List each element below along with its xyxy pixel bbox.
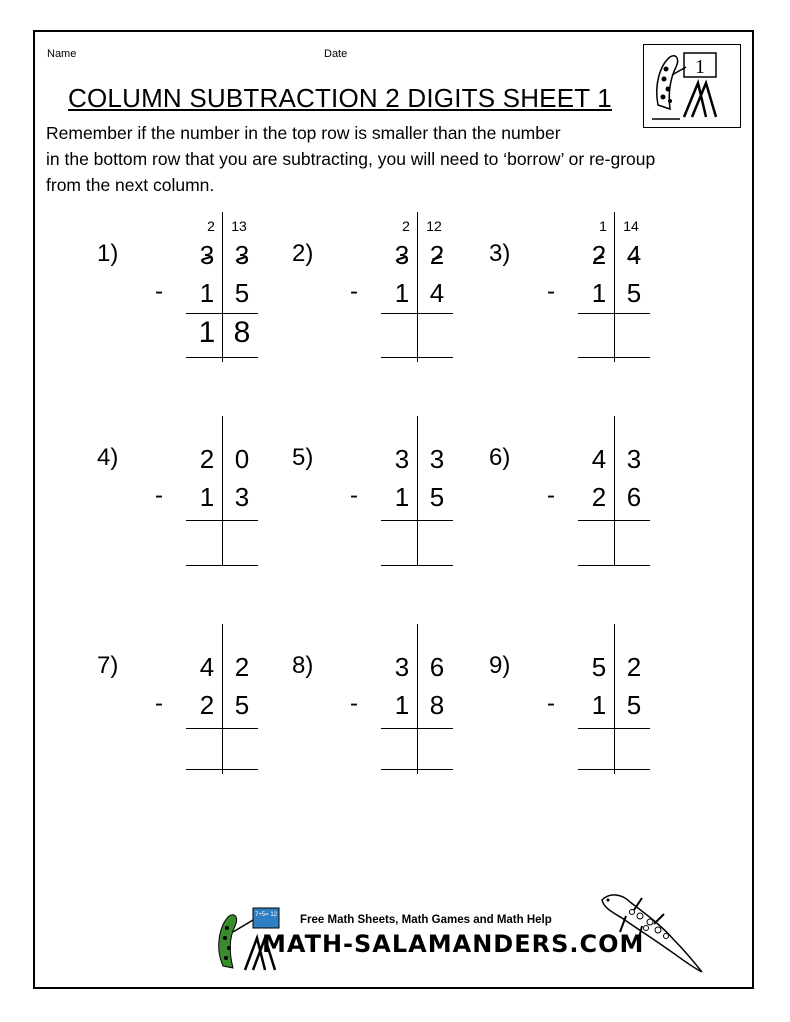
borrow-tens: 2 — [207, 218, 215, 234]
bottom-units-digit: 6 — [626, 482, 642, 512]
minus-sign: - — [350, 278, 358, 305]
top-units-digit: 2 — [234, 652, 250, 682]
borrow-units: 14 — [623, 218, 639, 234]
borrow-tens: 1 — [599, 218, 607, 234]
problem-label: 7) — [97, 652, 119, 679]
column-divider — [417, 624, 418, 774]
column-divider — [614, 416, 615, 566]
column-divider — [222, 212, 223, 362]
column-divider — [614, 212, 615, 362]
problem-1 — [97, 212, 267, 372]
borrow-units: 12 — [426, 218, 442, 234]
problem-label: 8) — [292, 652, 314, 679]
column-divider — [614, 624, 615, 774]
top-units-digit: 6 — [429, 652, 445, 682]
minus-sign: - — [350, 482, 358, 509]
borrow-units: 13 — [231, 218, 247, 234]
top-tens-digit: 3 — [394, 444, 410, 474]
bottom-tens-digit: 1 — [199, 482, 215, 512]
minus-sign: - — [547, 482, 555, 509]
top-tens-digit: 3 — [394, 240, 410, 270]
problem-label: 5) — [292, 444, 314, 471]
problem-7 — [97, 624, 267, 784]
bottom-units-digit: 5 — [626, 690, 642, 720]
top-units-digit: 2 — [626, 652, 642, 682]
bottom-tens-digit: 1 — [394, 278, 410, 308]
minus-sign: - — [155, 482, 163, 509]
bottom-tens-digit: 1 — [199, 278, 215, 308]
worksheet-title: COLUMN SUBTRACTION 2 DIGITS SHEET 1 — [68, 83, 612, 113]
answer-units-digit: 8 — [233, 316, 251, 349]
top-tens-digit: 2 — [591, 240, 607, 270]
bottom-units-digit: 4 — [429, 278, 445, 308]
problem-5 — [292, 416, 462, 576]
bottom-tens-digit: 2 — [591, 482, 607, 512]
problem-label: 2) — [292, 240, 314, 267]
column-divider — [417, 212, 418, 362]
problem-4 — [97, 416, 267, 576]
bottom-units-digit: 3 — [234, 482, 250, 512]
bottom-tens-digit: 1 — [394, 482, 410, 512]
bottom-units-digit: 5 — [429, 482, 445, 512]
minus-sign: - — [547, 690, 555, 717]
top-units-digit: 4 — [626, 240, 642, 270]
bottom-units-digit: 5 — [234, 278, 250, 308]
problem-label: 6) — [489, 444, 511, 471]
problem-label: 9) — [489, 652, 511, 679]
name-label: Name — [47, 48, 77, 60]
sign-text: 7+5= 12 — [254, 912, 278, 918]
footer-tagline: Free Math Sheets, Math Games and Math Help — [300, 914, 552, 926]
top-units-digit: 3 — [429, 444, 445, 474]
column-divider — [417, 416, 418, 566]
top-tens-digit: 3 — [199, 240, 215, 270]
bottom-units-digit: 5 — [626, 278, 642, 308]
instruction-line: in the bottom row that you are subtracting, you will need to ‘borrow’ or re-group — [46, 149, 656, 169]
answer-tens-digit: 1 — [198, 316, 216, 349]
bottom-tens-digit: 2 — [199, 690, 215, 720]
top-tens-digit: 2 — [199, 444, 215, 474]
bottom-units-digit: 8 — [429, 690, 445, 720]
instruction-line: Remember if the number in the top row is smaller than the number — [46, 123, 561, 143]
date-label: Date — [324, 48, 348, 60]
problem-label: 4) — [97, 444, 119, 471]
problem-8 — [292, 624, 462, 784]
minus-sign: - — [350, 690, 358, 717]
top-units-digit: 0 — [234, 444, 250, 474]
footer-brand: MATH-SALAMANDERS.COM — [262, 930, 645, 958]
problem-9 — [489, 624, 659, 784]
top-tens-digit: 4 — [199, 652, 215, 682]
top-units-digit: 2 — [429, 240, 445, 270]
top-tens-digit: 5 — [591, 652, 607, 682]
problem-label: 3) — [489, 240, 511, 267]
salamander-icon — [596, 888, 706, 978]
problem-2 — [292, 212, 462, 372]
problem-6 — [489, 416, 659, 576]
problem-3 — [489, 212, 659, 372]
top-units-digit: 3 — [626, 444, 642, 474]
minus-sign: - — [547, 278, 555, 305]
column-divider — [222, 624, 223, 774]
bottom-tens-digit: 1 — [591, 690, 607, 720]
bottom-units-digit: 5 — [234, 690, 250, 720]
instruction-line: from the next column. — [46, 175, 215, 195]
top-tens-digit: 3 — [394, 652, 410, 682]
column-divider — [222, 416, 223, 566]
bottom-tens-digit: 1 — [394, 690, 410, 720]
borrow-tens: 2 — [402, 218, 410, 234]
top-tens-digit: 4 — [591, 444, 607, 474]
minus-sign: - — [155, 690, 163, 717]
bottom-tens-digit: 1 — [591, 278, 607, 308]
top-units-digit: 3 — [234, 240, 250, 270]
minus-sign: - — [155, 278, 163, 305]
problem-label: 1) — [97, 240, 119, 267]
instructions — [46, 120, 746, 198]
sheet-number: 1 — [695, 56, 705, 78]
